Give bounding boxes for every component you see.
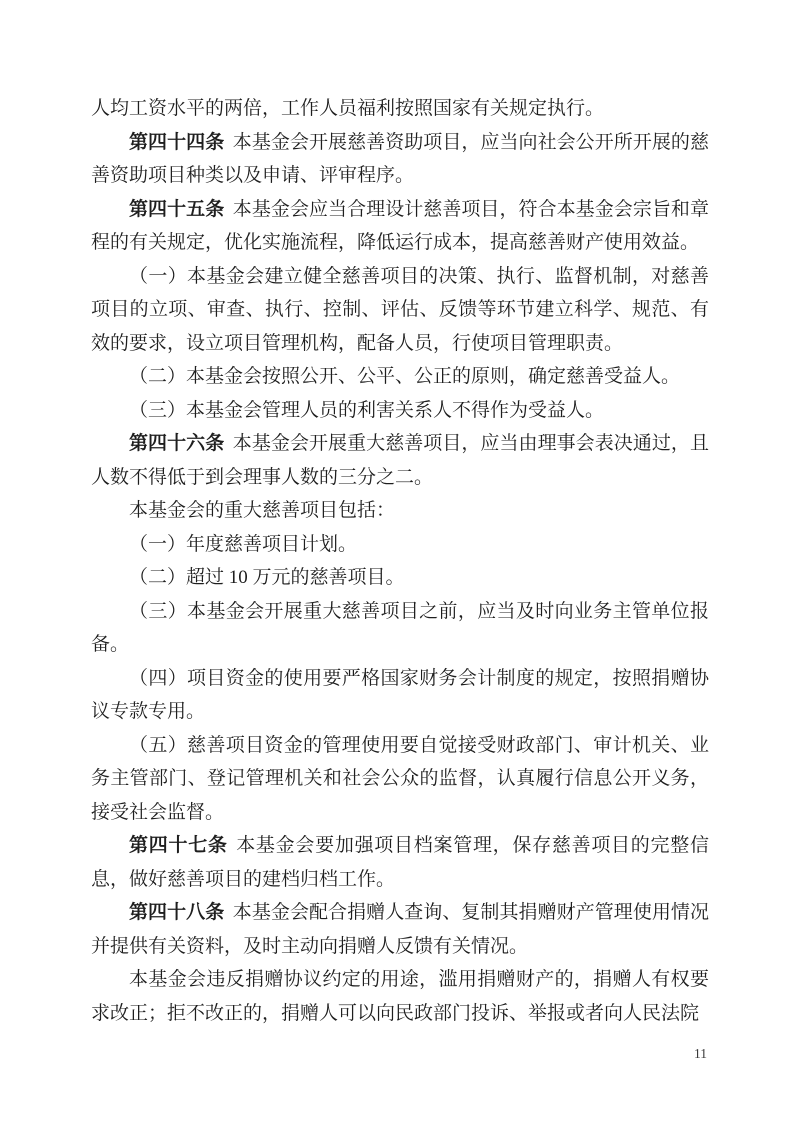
paragraph-text: 本基金会的重大慈善项目包括：: [129, 500, 396, 521]
paragraph-text: （三）本基金会开展重大慈善项目之前，应当及时向业务主管单位报备。: [91, 600, 709, 655]
paragraph-text: （一）年度慈善项目计划。: [129, 533, 358, 555]
paragraph: [91, 92, 709, 126]
paragraph-text: （三）本基金会管理人员的利害关系人不得作为受益人。: [129, 399, 605, 421]
article-number: 第四十七条: [129, 835, 228, 856]
page-number: 11: [694, 1046, 707, 1061]
paragraph: [91, 494, 709, 528]
paragraph: [91, 963, 709, 1030]
paragraph-text: （五）慈善项目资金的管理使用要自觉接受财政部门、审计机关、业务主管部门、登记管理机关和社会公众的监督，认真履行信息公开义务，接受社会监督。: [91, 734, 709, 823]
article-number: 第四十五条: [129, 198, 225, 220]
article-number: 第四十八条: [129, 902, 225, 923]
paragraph: [91, 528, 709, 562]
paragraph-text: （二）超过 10 万元的慈善项目。: [129, 567, 405, 588]
paragraph-text: （四）项目资金的使用要严格国家财务会计制度的规定，按照捐赠协议专款专用。: [91, 667, 709, 722]
paragraph: [91, 394, 709, 428]
paragraph: [91, 595, 709, 662]
paragraph: [91, 561, 709, 595]
paragraph: [91, 260, 709, 361]
paragraph-text: （一）本基金会建立健全慈善项目的决策、执行、监督机制，对慈善项目的立项、审查、执行、控制、评估、反馈等环节建立科学、规范、有效的要求，设立项目管理机构，配备人员，行使项目管理职责。: [91, 265, 709, 354]
paragraph: [91, 193, 709, 260]
paragraph: [91, 896, 709, 963]
paragraph: [91, 662, 709, 729]
paragraph-text: 本基金会违反捐赠协议约定的用途，滥用捐赠财产的，捐赠人有权要求改正；拒不改正的，捐赠人可以向民政部门投诉、举报或者向人民法院: [91, 969, 709, 1024]
paragraph-text: 本基金会开展慈善资助项目，应当向社会公开所开展的慈善资助项目种类以及申请、评审程序。: [91, 131, 709, 186]
paragraph-text: 人均工资水平的两倍，工作人员福利按照国家有关规定执行。: [91, 98, 605, 119]
paragraph-text: 本基金会要加强项目档案管理，保存慈善项目的完整信息，做好慈善项目的建档归档工作。: [91, 835, 709, 890]
paragraph-text: 本基金会应当合理设计慈善项目，符合本基金会宗旨和章程的有关规定，优化实施流程，降低运行成本，提高慈善财产使用效益。: [91, 198, 709, 253]
paragraph: [91, 427, 709, 494]
article-number: 第四十六条: [129, 433, 225, 454]
footer: [91, 1046, 707, 1062]
paragraph: [91, 126, 709, 193]
article-number: 第四十四条: [129, 131, 225, 153]
document-body: [91, 92, 709, 1030]
paragraph: [91, 360, 709, 394]
paragraph-text: 本基金会配合捐赠人查询、复制其捐赠财产管理使用情况并提供有关资料，及时主动向捐赠人反馈有关情况。: [91, 902, 709, 957]
paragraph-text: （二）本基金会按照公开、公平、公正的原则，确定慈善受益人。: [129, 366, 681, 387]
paragraph: [91, 829, 709, 896]
paragraph: [91, 729, 709, 830]
paragraph-text: 本基金会开展重大慈善项目，应当由理事会表决通过，且人数不得低于到会理事人数的三分之二。: [91, 433, 709, 488]
